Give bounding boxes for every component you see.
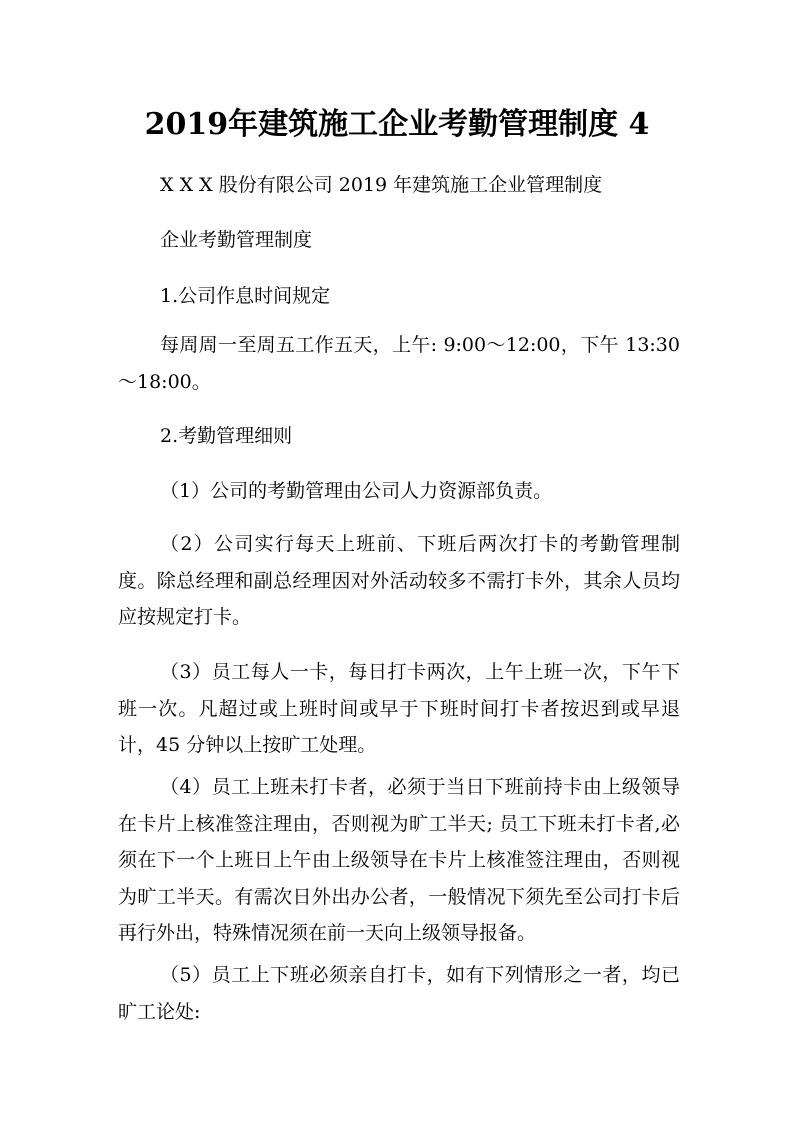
rule-item-4: （4）员工上班未打卡者，必须于当日下班前持卡由上级领导在卡片上核准签注理由，否则视为旷工半天; 员工下班未打卡者,必须在下一个上班日上午由上级领导在卡片上核准签注理由，否则视为旷工半天。有需次日外出办公者，一般情况下须先至公司打卡后再行外出，特殊情况须在前一天向上级领导报备。 <box>118 776 680 944</box>
document-title: 2019年建筑施工企业考勤管理制度 4 <box>144 107 650 142</box>
paragraph-company-policy: X X X 股份有限公司 2019 年建筑施工企业管理制度 <box>160 174 603 196</box>
rule-item-5: （5）员工上下班必须亲自打卡，如有下列情形之一者，均已旷工论处: <box>118 964 680 1023</box>
rule-item-3: （3）员工每人一卡，每日打卡两次，上午上班一次，下午下班一次。凡超过或上班时间或早于下班时间打卡者按迟到或早退计，45 分钟以上按旷工处理。 <box>118 661 680 756</box>
rule-item-1: （1）公司的考勤管理由公司人力资源部负责。 <box>160 480 553 502</box>
section-heading-attendance-rules: 2.考勤管理细则 <box>160 425 293 447</box>
paragraph-attendance-policy: 企业考勤管理制度 <box>160 229 313 251</box>
section-heading-work-hours: 1.公司作息时间规定 <box>160 285 331 307</box>
paragraph-work-hours: 每周周一至周五工作五天，上午: 9:00～12:00，下午 13:30～18:00。 <box>118 334 680 393</box>
rule-item-2: （2）公司实行每天上班前、下班后两次打卡的考勤管理制度。除总经理和副总经理因对外活动较多不需打卡外，其余人员均应按规定打卡。 <box>118 533 680 628</box>
